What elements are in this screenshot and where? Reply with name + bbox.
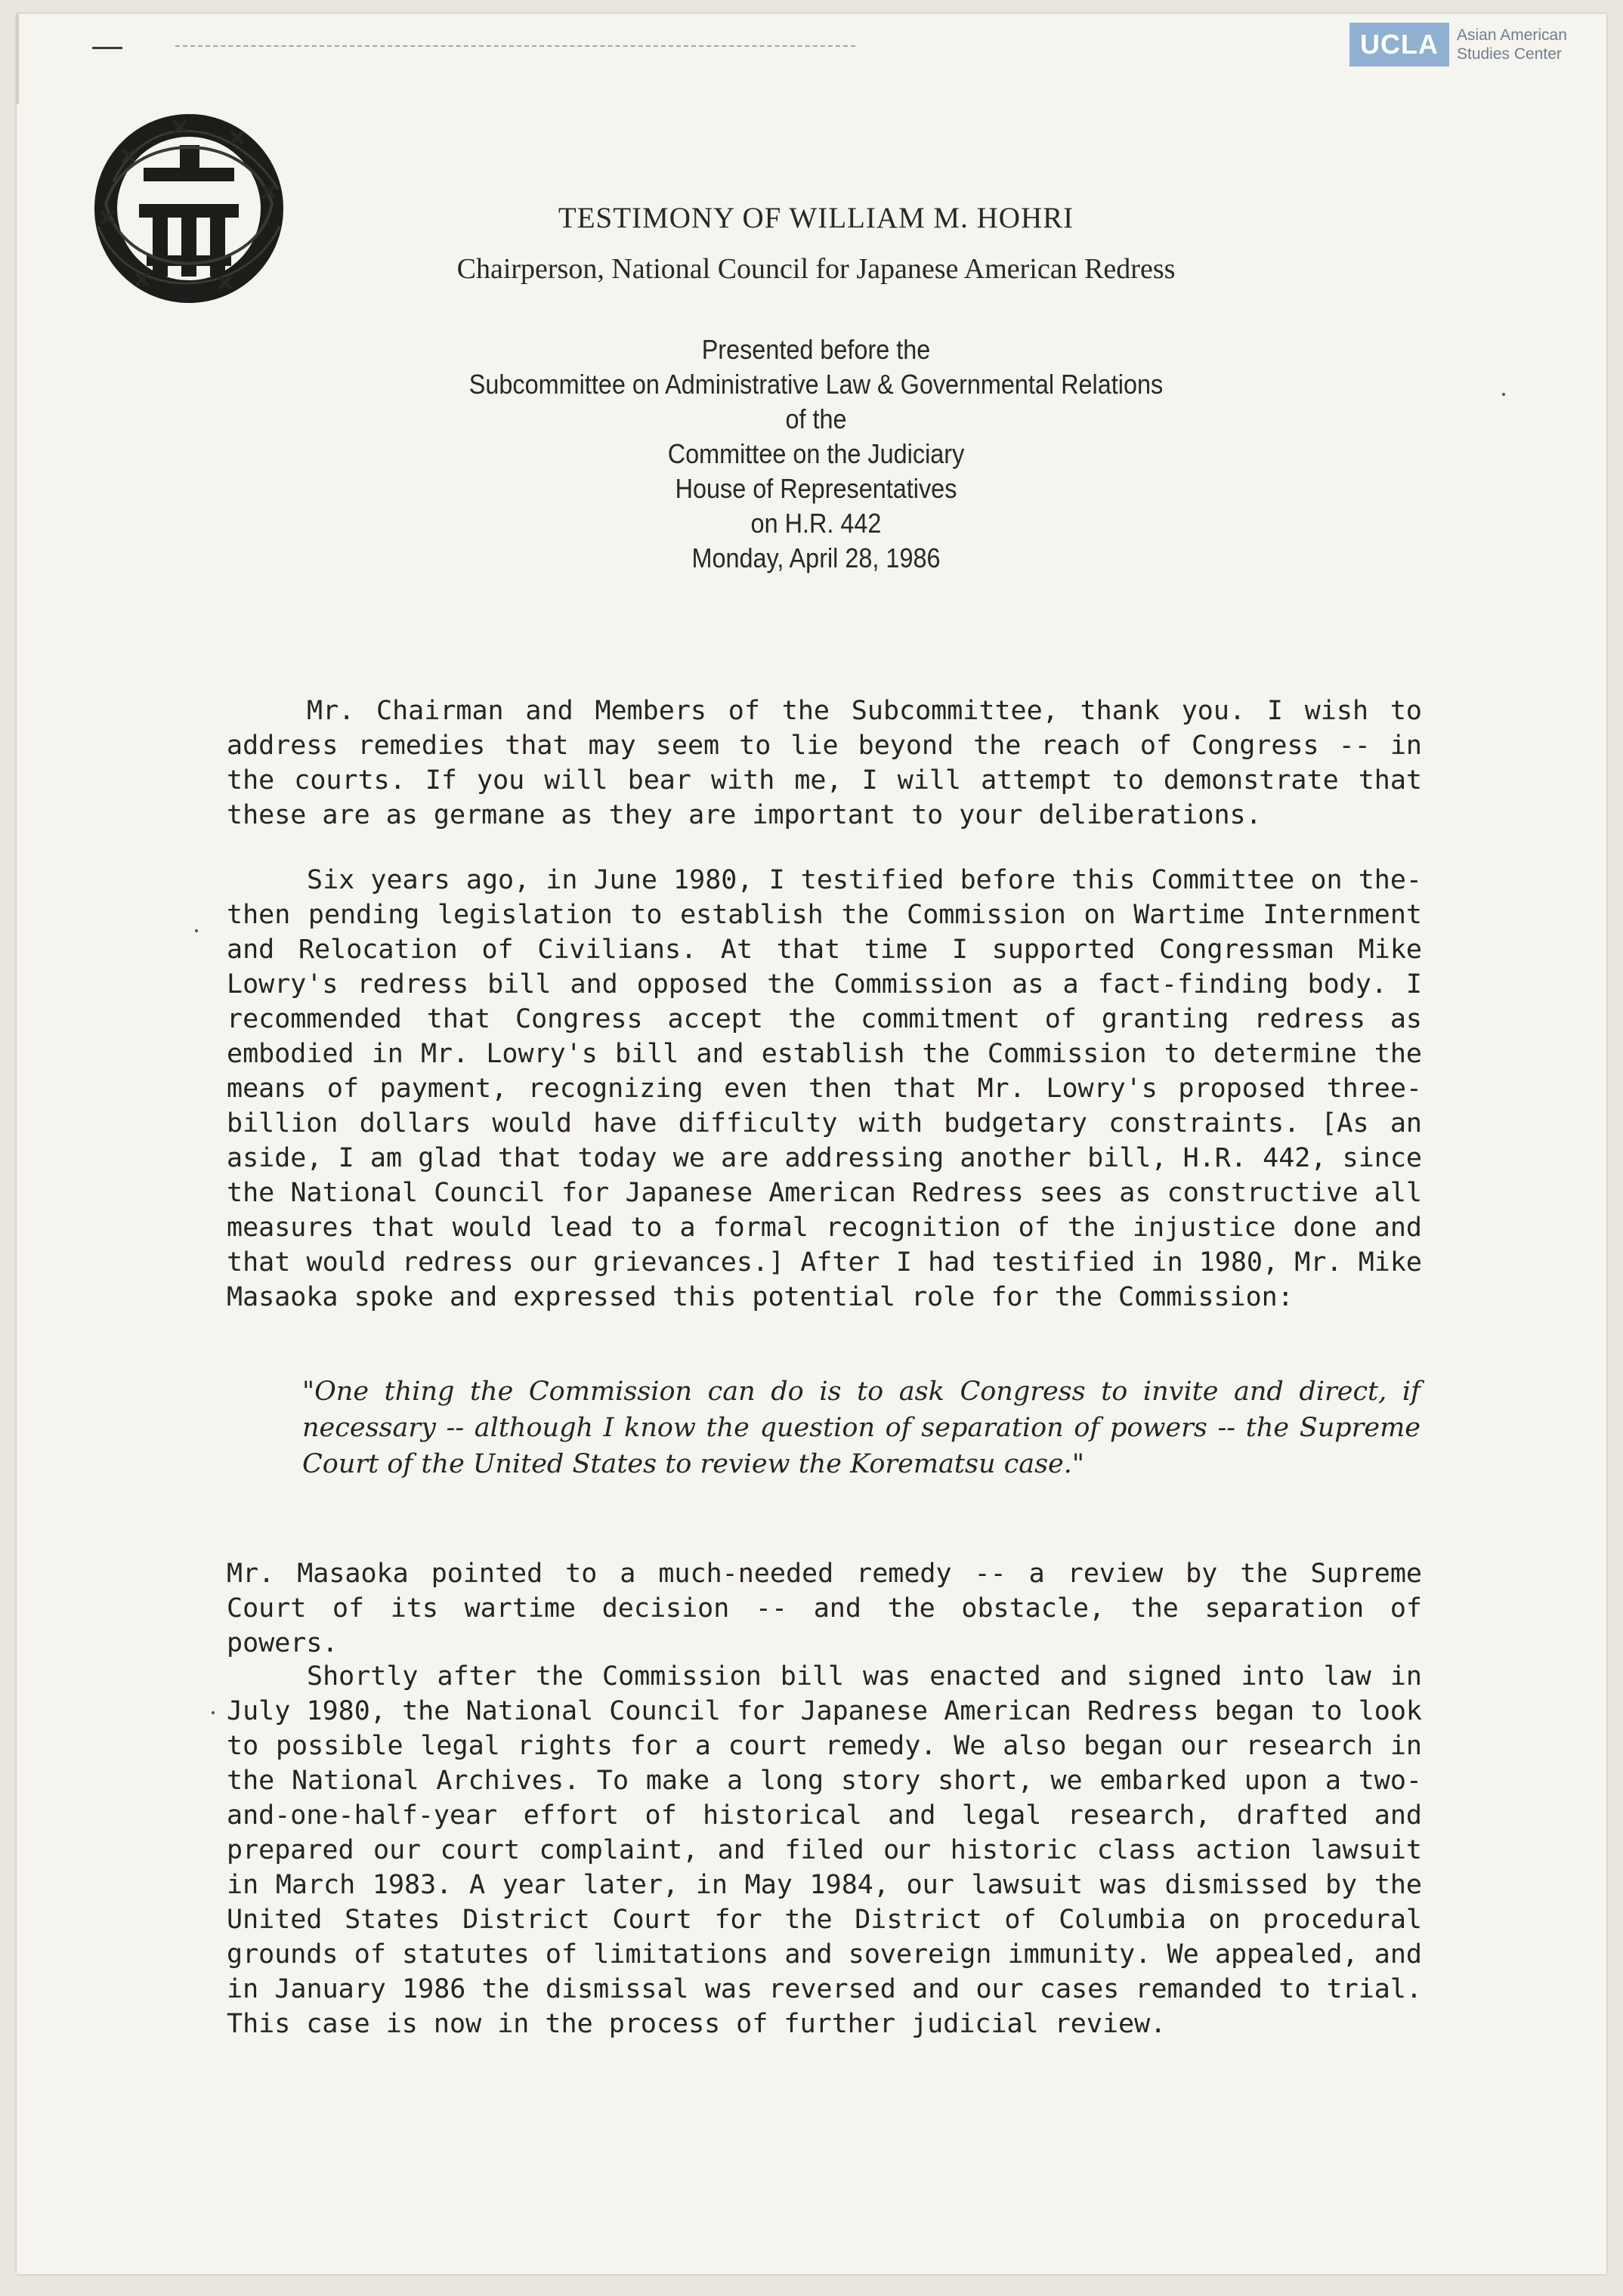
margin-mark [1502, 393, 1505, 396]
presented-line: House of Representatives [675, 473, 957, 504]
badge-line-1: Asian American [1456, 26, 1567, 44]
paragraph-opening: Mr. Chairman and Members of the Subcommittee, thank you. I wish to address remedies that may seem to lie beyond the reach of Congress -- in the courts. If you will bear with me, I will attempt to demonstrate that these are as germane as they are important to your deliberations. [227, 696, 1422, 830]
presentation-block [286, 332, 1346, 576]
badge-line-2: Studies Center [1456, 45, 1562, 63]
presented-line: of the [785, 403, 847, 434]
presented-line: on H.R. 442 [750, 508, 882, 539]
presented-line: Presented before the [701, 334, 931, 365]
top-rule [175, 45, 855, 47]
paragraph-lawsuit: Shortly after the Commission bill was enacted and signed into law in July 1980, the National Council for Japanese American Redress began to look to possible legal rights for a court remedy. We also began our research in the National Archives. To make a long story short, we embarked upon a two-and-one-half-year effort of historical and legal research, drafted and prepared our court complaint, and filed our historic class action lawsuit in March 1983. A year later, in May 1984, our lawsuit was dismissed by the United States District Court for the District of Columbia on procedural grounds of statutes of limitations and sovereign immunity. We appealed, and in January 1986 the dismissal was reversed and our cases remanded to trial. This case is now in the process of further judicial review. [227, 1661, 1422, 2039]
document-subtitle: Chairperson, National Council for Japanese American Redress [456, 253, 1176, 285]
margin-mark [212, 1711, 215, 1714]
top-mark [92, 47, 122, 49]
margin-mark [195, 929, 198, 932]
presented-line: Subcommittee on Administrative Law & Governmental Relations [468, 369, 1164, 400]
paragraph-history: Six years ago, in June 1980, I testified before this Committee on the-then pending legislation to establish the Commission on Wartime Internment and Relocation of Civilians. At that time I supported Congressman Mike Lowry's redress bill and opposed the Commission as a fact-finding body. I recommended that Congress accept the commitment of granting redress as embodied in Mr. Lowry's bill and establish the Commission to determine the means of payment, recognizing even then that Mr. Lowry's proposed three-billion dollars would have difficulty with budgetary constraints. [As an aside, I am glad that today we are addressing another bill, H.R. 442, since the National Council for Japanese American Redress sees as constructive all measures that would lead to a formal recognition of the injustice done and that would redress our grievances.] After I had testified in 1980, Mr. Mike Masaoka spoke and expressed this potential role for the Commission: [227, 865, 1422, 1312]
paragraph-remedy: Mr. Masaoka pointed to a much-needed remedy -- a review by the Supreme Court of its wartime decision -- and the obstacle, the separation of powers. [227, 1559, 1422, 1658]
badge-center-name [1449, 23, 1567, 66]
presented-line: Monday, April 28, 1986 [691, 542, 941, 573]
document-title: TESTIMONY OF WILLIAM M. HOHRI [558, 202, 1074, 234]
presented-line: Committee on the Judiciary [667, 438, 965, 469]
page-edge [17, 14, 19, 104]
archive-badge [1349, 23, 1567, 66]
masaoka-quote: "One thing the Commission can do is to ask Congress to invite and direct, if necessary -- although I know the question of separation of powers -- the Supreme Court of the United States to review the Korematsu case." [302, 1377, 1421, 1479]
badge-ucla-label: UCLA [1349, 23, 1449, 66]
